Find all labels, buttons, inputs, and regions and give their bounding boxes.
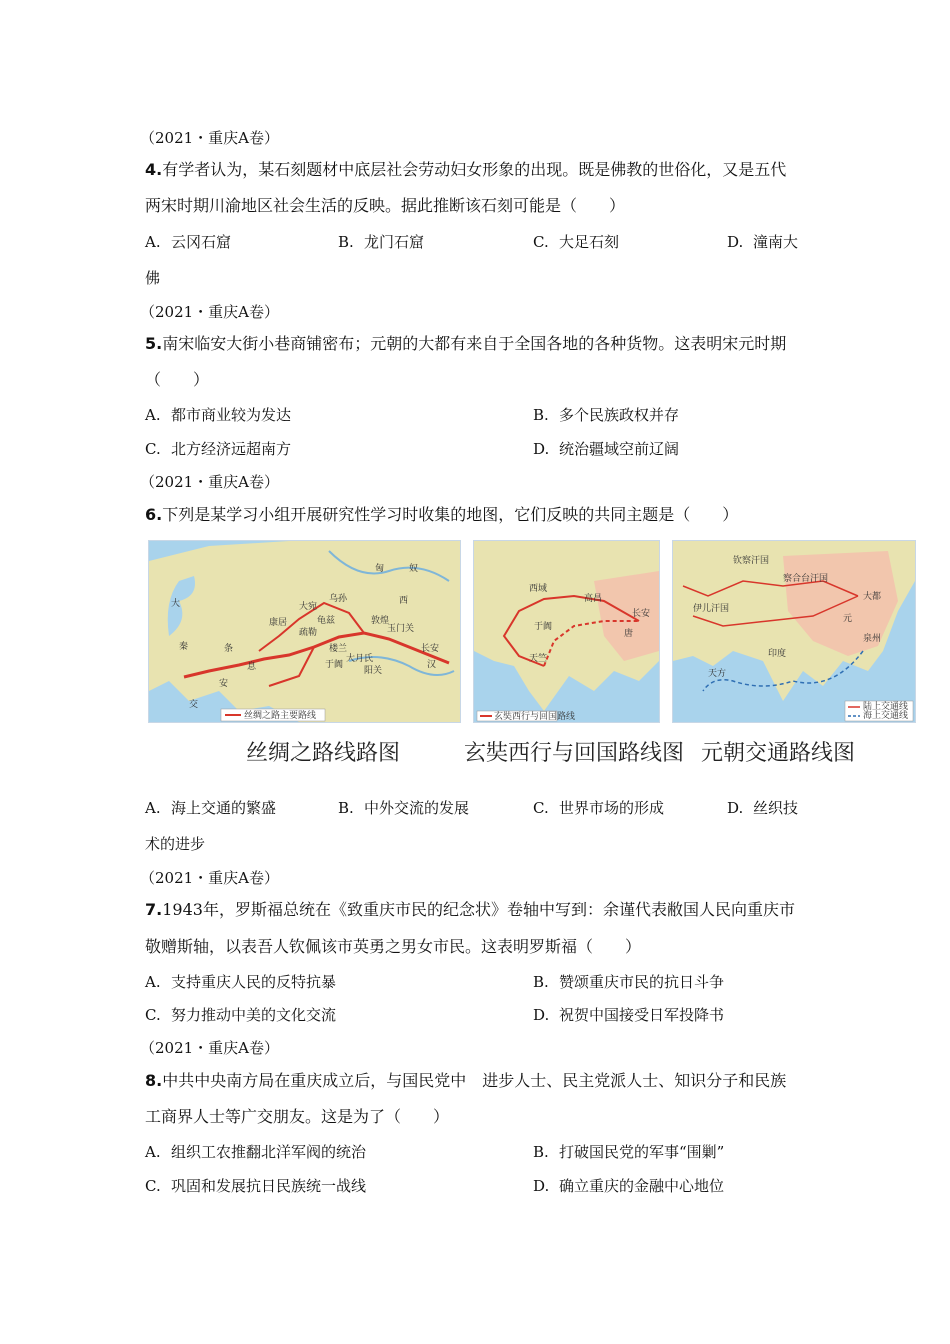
yuan-map-svg bbox=[673, 541, 915, 722]
q6-text-1: 下列是某学习小组开展研究性学习时收集的地图，它们反映的共同主题是（ ） bbox=[162, 505, 739, 524]
map-label: 安 bbox=[219, 679, 229, 689]
map-label: 阳关 bbox=[364, 666, 383, 676]
map-label: 长安 bbox=[632, 609, 651, 619]
map-label: 钦察汗国 bbox=[733, 556, 770, 566]
q4-option-d-wrap: 佛 bbox=[145, 269, 161, 287]
q7-number: 7. bbox=[145, 900, 163, 919]
q7-option-c[interactable]: C. 努力推动中美的文化交流 bbox=[145, 1006, 337, 1024]
map-label: 汉 bbox=[427, 660, 437, 670]
map-label: 玉门关 bbox=[387, 624, 415, 634]
q4-option-c[interactable]: C. 大足石刻 bbox=[533, 233, 620, 251]
xuanzang-map-svg bbox=[474, 541, 659, 722]
q6-option-d[interactable]: D. 丝织技 bbox=[727, 799, 799, 817]
q7-text-1: 1943年，罗斯福总统在《致重庆市民的纪念状》卷轴中写到：余谨代表敝国人民向重庆市 bbox=[162, 900, 795, 919]
map-label: 大宛 bbox=[299, 602, 318, 612]
map-label: 条 bbox=[224, 644, 234, 654]
q6-maps-figure bbox=[148, 540, 916, 772]
q6-option-c[interactable]: C. 世界市场的形成 bbox=[533, 799, 665, 817]
map-label: 陆上交通线 bbox=[863, 702, 909, 712]
q5-stem-line2: （ ） bbox=[145, 370, 210, 389]
q4-number: 4. bbox=[145, 160, 163, 179]
q8-stem-line2: 工商界人士等广交朋友。这是为了（ ） bbox=[145, 1107, 450, 1126]
q4-source: （2021・重庆A卷） bbox=[140, 129, 280, 147]
q5-option-d[interactable]: D. 统治疆域空前辽阔 bbox=[533, 440, 680, 458]
q6-option-b[interactable]: B. 中外交流的发展 bbox=[338, 799, 470, 817]
q8-stem-line1 bbox=[145, 1071, 820, 1091]
q5-option-b[interactable]: B. 多个民族政权并存 bbox=[533, 406, 680, 424]
q5-source: （2021・重庆A卷） bbox=[140, 303, 280, 321]
map-label: 大 bbox=[171, 599, 181, 609]
q6-option-a[interactable]: A. 海上交通的繁盛 bbox=[145, 799, 277, 817]
q7-option-a[interactable]: A. 支持重庆人民的反特抗暴 bbox=[145, 973, 337, 991]
q7-stem-line1 bbox=[145, 900, 820, 920]
q5-option-c[interactable]: C. 北方经济远超南方 bbox=[145, 440, 292, 458]
map-label: 秦 bbox=[179, 642, 189, 652]
map-label: 龟兹 bbox=[317, 616, 336, 626]
xuanzang-map bbox=[473, 540, 660, 723]
q8-text-1: 中共中央南方局在重庆成立后，与国民党中 进步人士、民主党派人士、知识分子和民族 bbox=[162, 1071, 787, 1090]
q4-stem-line2: 两宋时期川渝地区社会生活的反映。据此推断该石刻可能是（ ） bbox=[145, 196, 626, 215]
yuan-map bbox=[672, 540, 916, 723]
xuanzang-caption: 玄奘西行与回国路线图 bbox=[464, 741, 685, 766]
map-label: 伊儿汗国 bbox=[693, 604, 730, 614]
q5-number: 5. bbox=[145, 334, 163, 353]
map-label: 于阗 bbox=[534, 622, 553, 632]
map-label: 西 bbox=[399, 596, 409, 606]
map-label: 海上交通线 bbox=[863, 711, 909, 721]
map-label: 天竺 bbox=[529, 654, 548, 664]
q8-option-c[interactable]: C. 巩固和发展抗日民族统一战线 bbox=[145, 1177, 367, 1195]
map-label: 交 bbox=[189, 700, 199, 710]
map-label: 天方 bbox=[708, 669, 727, 679]
map-label: 大都 bbox=[863, 592, 882, 602]
q7-source: （2021・重庆A卷） bbox=[140, 869, 280, 887]
map-label: 元 bbox=[843, 614, 853, 624]
map-label: 息 bbox=[247, 662, 257, 672]
map-label: 西域 bbox=[529, 584, 548, 594]
q8-source: （2021・重庆A卷） bbox=[140, 1039, 280, 1057]
map-label: 唐 bbox=[624, 629, 634, 639]
q6-stem-line1 bbox=[145, 505, 820, 525]
q6-source: （2021・重庆A卷） bbox=[140, 473, 280, 491]
map-label: 丝绸之路主要路线 bbox=[244, 711, 317, 721]
map-label: 疏勒 bbox=[299, 628, 318, 638]
map-label: 乌孙 bbox=[329, 594, 348, 604]
silk-road-map-svg bbox=[149, 541, 460, 722]
map-label: 匈 bbox=[375, 564, 385, 574]
q8-number: 8. bbox=[145, 1071, 163, 1090]
map-label: 康居 bbox=[269, 618, 288, 628]
q5-option-a[interactable]: A. 都市商业较为发达 bbox=[145, 406, 292, 424]
map-label: 泉州 bbox=[863, 634, 882, 644]
q7-option-b[interactable]: B. 赞颂重庆市民的抗日斗争 bbox=[533, 973, 725, 991]
q5-stem-line1 bbox=[145, 334, 820, 354]
q4-text-1: 有学者认为，某石刻题材中底层社会劳动妇女形象的出现。既是佛教的世俗化，又是五代 bbox=[162, 160, 787, 179]
map-label: 楼兰 bbox=[329, 644, 348, 654]
yuan-caption: 元朝交通路线图 bbox=[701, 741, 856, 766]
map-label: 长安 bbox=[421, 644, 440, 654]
q7-option-d[interactable]: D. 祝贺中国接受日军投降书 bbox=[533, 1006, 725, 1024]
q7-stem-line2: 敬赠斯轴，以表吾人钦佩该市英勇之男女市民。这表明罗斯福（ ） bbox=[145, 937, 642, 956]
q6-option-d-wrap: 术的进步 bbox=[145, 835, 206, 853]
q8-option-b[interactable]: B. 打破国民党的军事“围剿” bbox=[533, 1143, 725, 1161]
map-label: 敦煌 bbox=[371, 616, 390, 626]
map-label: 察合台汗国 bbox=[783, 574, 829, 584]
silk-road-caption: 丝绸之路线路图 bbox=[246, 741, 401, 766]
q5-text-1: 南宋临安大街小巷商铺密布；元朝的大都有来自于全国各地的各种货物。这表明宋元时期 bbox=[162, 334, 787, 353]
map-label: 高昌 bbox=[584, 594, 603, 604]
q4-option-a[interactable]: A. 云冈石窟 bbox=[145, 233, 232, 251]
map-label: 大月氏 bbox=[346, 654, 374, 664]
silk-road-map bbox=[148, 540, 461, 723]
q4-stem-line1 bbox=[145, 160, 820, 180]
map-label: 奴 bbox=[409, 564, 419, 574]
q4-option-b[interactable]: B. 龙门石窟 bbox=[338, 233, 425, 251]
q8-option-a[interactable]: A. 组织工农推翻北洋军阀的统治 bbox=[145, 1143, 367, 1161]
map-label: 印度 bbox=[768, 649, 787, 659]
q8-option-d[interactable]: D. 确立重庆的金融中心地位 bbox=[533, 1177, 725, 1195]
q4-option-d[interactable]: D. 潼南大 bbox=[727, 233, 799, 251]
map-label: 玄奘西行与回国路线 bbox=[494, 712, 576, 722]
map-label: 于阗 bbox=[325, 660, 344, 670]
q6-number: 6. bbox=[145, 505, 163, 524]
